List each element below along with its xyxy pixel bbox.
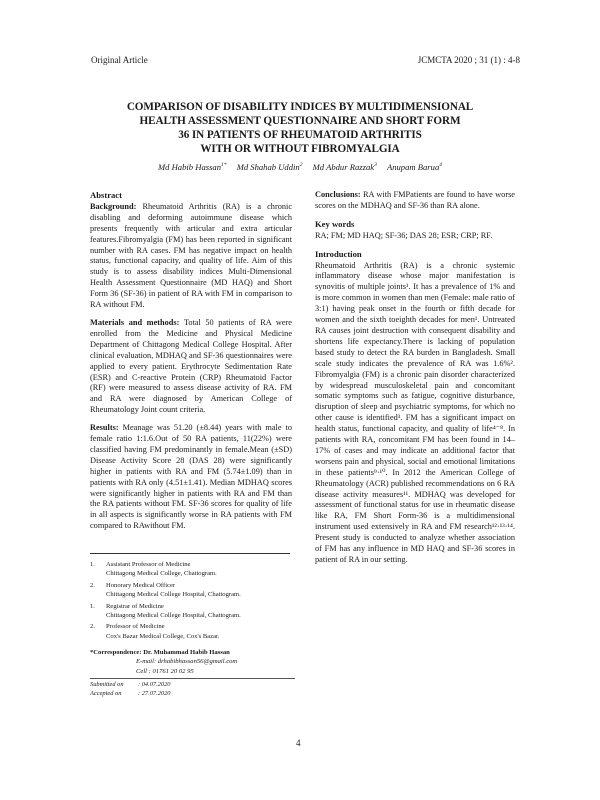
affiliation: 1. Assistant Professor of Medicine Chittagong Medical College, Chattogram. <box>90 561 217 578</box>
affiliation: 2. Honorary Medical Officer Chittagong Medical College Hospital, Chattogram. <box>90 581 241 599</box>
abstract-background: Background: Rheumatoid Arthritis (RA) is a chronic disabling and deforming autoimmune disease which presents frequently with articular and extra articular features.Fibromyalgia (FM) has been reported in significant number with RA cases. FM has negative impact on health status, functional capacity, and quality of life. Aim of this study is to assess disability indices Multi-Dimensional Health Assessment Questionnaire (MD HAQ) and Short Form 36 (SF-36) in patient of RA with FM in comparison to RA without FM. <box>90 201 293 310</box>
abstract-heading: Abstract <box>90 190 122 200</box>
keywords-title: Key words <box>315 218 355 229</box>
author-list <box>80 162 520 172</box>
correspondence: *Correspondence: Dr. Muhammad Habib Hassan E-mail: drhabibhassan56@gmail.com Cell : 01761 20 02 95 <box>90 648 295 676</box>
affiliation: 1. Registrar of Medicine Chittagong Medical College Hospital, Chattogram. <box>90 602 241 620</box>
author: Md Shahab Uddin$^2$ <box>236 162 303 172</box>
affiliations <box>90 560 295 643</box>
author: Md Habib Hassan$^{1*}$ <box>158 162 227 172</box>
correspondence-email: E-mail: drhabibhassan56@gmail.com <box>136 658 238 666</box>
title-line: COMPARISON OF DISABILITY INDICES BY MULTIDIMENSIONAL <box>126 101 474 113</box>
keywords-text: RA; FM; MD HAQ; SF-36; DAS 28; ESR; CRP; RF. <box>315 230 493 240</box>
correspondence-name: Dr. Muhammad Habib Hassan <box>143 649 230 656</box>
journal-citation: JCMCTA 2020 ; 31 (1) : 4-8 <box>417 55 520 65</box>
abstract-methods: Materials and methods: Total 50 patients of RA were enrolled from the Medicine and Physical Medicine Department of Chittagong Medical College Hospital. After clinical evaluation, MDHAQ and SF-36 questionnaires were applied to every patient. Erythrocyte Sedimentation Rate (ESR) and C-reactive Protein (CRP) Rheumatoid Factor (RF) were measured to assess disease activity of RA. FM and RA were diagnosed by American College of Rheumatology Joint count criteria. <box>90 317 292 415</box>
introduction-text: Rheumatoid Arthritis (RA) is a chronic systemic inflammatory disease whose major manifestation is synovitis of multiple joints¹. It has a prevalence of 1% and is more common in women than men (Female: male ratio of 3:1) having peak onset in the fourth or fifth decade for women and the sixth toeighth decades for men¹. Untreated RA causes joint destruction with consequent disability and shortens life expectancy.There is lacking of population based study to detect the RA burden in Bangladesh. Small scale study indicates the prevalence of RA was 1.6%². Fibromyalgia (FM) is a chronic pain disorder characterized by widespread musculoskeletal pain and concomitant somatic symptoms such as fatigue, cognitive disturbance, disruption of sleep and psychiatric symptoms, for which no other cause is identified³. FM has a significant impact on health status, functional capacity, and quality of life⁴⁻⁸. In patients with RA, concomitant FM has been found in 14–17% of cases and may indicate an additional factor that worsens pain and physical, social and emotional limitations in these patients⁹⋅¹⁰. In 2012 the American College of Rheumatology (ACR) published recommendations on 6 RA disease activity measures¹¹. MDHAQ was developed for assessment of functional status for use in rheumatic disease like RA, FM Short Form-36 is a multidimensional instrument used extensively in RA and FM research¹²⋅¹³⋅¹⁴. Present study is conducted to analyze whether association of FM has any influence in MD HAQ and SF-36 scores in patient of RA in our setting. <box>315 260 515 564</box>
title-line: WITH OR WITHOUT FIBROMYALGIA <box>200 143 400 155</box>
article-type: Original Article <box>91 55 148 65</box>
introduction-heading: Introduction <box>315 248 362 259</box>
author: Md Abdur Razzak$^3$ <box>312 162 377 172</box>
submission-dates: Submitted on : 04.07.2020 Accepted on : 27.07.2020 <box>90 681 171 697</box>
abstract-results: Results: Meanage was 51.20 (±8.44) years with male to female ratio 1:1.6.Out of 50 RA patients, 11(22%) were classified having FM predominantly in female.Mean (±SD) Disease Activity Score 28 (DAS 28) were significantly higher in patients with RA and FM (5.74±1.09) than in patients with RA only (4.51±1.41). Median MDHAQ scores were significantly higher in patients with RA and FM than the RA patients without FM. SF-36 scores for quality of life in all aspects is significantly worse in RA patients with FM compared to RAwithout FM. <box>90 423 292 531</box>
dates-divider <box>90 678 295 679</box>
affiliation: 2. Professor of Medicine Cox's Bazar Medical College, Cox's Bazar. <box>90 623 220 640</box>
title-line: 36 IN PATIENTS OF RHEUMATOID ARTHRITIS <box>178 129 422 141</box>
correspondence-cell: Cell : 01761 20 02 95 <box>136 667 194 675</box>
left-column <box>90 190 292 539</box>
title-line: HEALTH ASSESSMENT QUESTIONNAIRE AND SHORT FORM <box>139 115 461 127</box>
footnote-divider <box>90 553 290 554</box>
author: Anupam Barua$^4$ <box>386 162 442 172</box>
abstract-conclusions: Conclusions: RA with FMPatients are found to have worse scores on the MDHAQ and SF-36 than RA alone. <box>315 190 515 210</box>
right-column-content <box>315 190 515 573</box>
page-number: 4 <box>296 738 301 748</box>
paper-title <box>80 100 520 156</box>
